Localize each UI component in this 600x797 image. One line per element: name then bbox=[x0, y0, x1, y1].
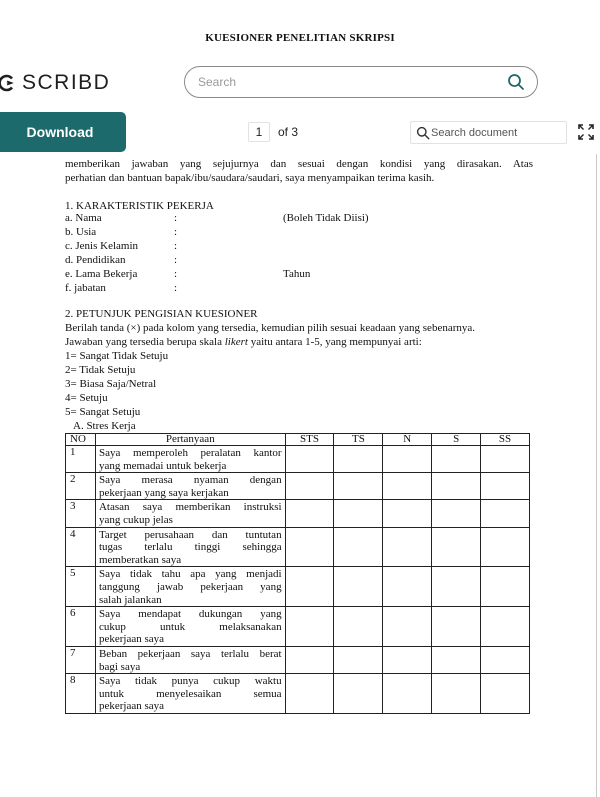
logo-text: SCRIBD bbox=[22, 71, 111, 94]
section-title: 2. PETUNJUK PENGISIAN KUESIONER bbox=[65, 308, 258, 320]
row-number: 1 bbox=[66, 446, 96, 473]
answer-cell-n[interactable] bbox=[383, 527, 432, 567]
header-ts: TS bbox=[334, 434, 383, 446]
answer-cell-sts[interactable] bbox=[285, 674, 334, 714]
header-sts: STS bbox=[285, 434, 334, 446]
answer-cell-sts[interactable] bbox=[285, 527, 334, 567]
row-number: 4 bbox=[66, 527, 96, 567]
field-colon: : bbox=[174, 268, 178, 280]
question-line: yang memadai untuk bekerja bbox=[98, 459, 227, 472]
question-text bbox=[95, 527, 285, 567]
page-total: of 3 bbox=[278, 125, 299, 139]
table-header-row bbox=[66, 434, 530, 446]
answer-cell-s[interactable] bbox=[432, 527, 481, 567]
field-row bbox=[65, 240, 465, 253]
answer-cell-ss[interactable] bbox=[481, 500, 530, 527]
answer-cell-ts[interactable] bbox=[334, 567, 383, 607]
search-icon bbox=[416, 126, 430, 140]
answer-cell-s[interactable] bbox=[432, 674, 481, 714]
intro-line: memberikan jawaban yang sejujurnya dan sesuai dengan kondisi yang dirasakan. Atas bbox=[65, 158, 533, 170]
site-search-box[interactable] bbox=[184, 66, 538, 98]
field-row bbox=[65, 268, 465, 281]
answer-cell-ss[interactable] bbox=[481, 646, 530, 673]
field-label: b. Usia bbox=[65, 226, 97, 238]
answer-cell-ts[interactable] bbox=[334, 500, 383, 527]
table-row bbox=[66, 607, 530, 647]
document-search-input[interactable] bbox=[431, 125, 563, 141]
answer-cell-sts[interactable] bbox=[285, 567, 334, 607]
question-line: tanggung jawab pekerjaan yang bbox=[98, 580, 282, 593]
answer-cell-sts[interactable] bbox=[285, 500, 334, 527]
field-row bbox=[65, 212, 465, 225]
field-note: Tahun bbox=[283, 268, 311, 280]
answer-cell-ts[interactable] bbox=[334, 646, 383, 673]
header-ss: SS bbox=[481, 434, 530, 446]
answer-cell-ss[interactable] bbox=[481, 446, 530, 473]
question-text bbox=[95, 500, 285, 527]
answer-cell-ts[interactable] bbox=[334, 473, 383, 500]
table-row bbox=[66, 473, 530, 500]
header-n: N bbox=[383, 434, 432, 446]
question-line: pekerjaan yang saya kerjakan bbox=[98, 486, 229, 499]
answer-cell-ss[interactable] bbox=[481, 607, 530, 647]
question-line: tugas terlalu tinggi sehingga bbox=[98, 541, 282, 554]
download-button[interactable]: Download bbox=[0, 112, 126, 152]
section-title: 1. KARAKTERISTIK PEKERJA bbox=[65, 200, 214, 212]
answer-cell-ts[interactable] bbox=[334, 527, 383, 567]
answer-cell-s[interactable] bbox=[432, 500, 481, 527]
answer-cell-n[interactable] bbox=[383, 500, 432, 527]
question-line: cukup untuk melaksanakan bbox=[98, 620, 282, 633]
header-question: Pertanyaan bbox=[95, 434, 285, 446]
instruction-line: Berilah tanda (×) pada kolom yang tersedia, kemudian pilih sesuai keadaan yang sebenarnya. bbox=[65, 322, 476, 334]
field-label: a. Nama bbox=[65, 212, 102, 224]
table-row bbox=[66, 446, 530, 473]
header-no: NO bbox=[66, 434, 96, 446]
answer-cell-ts[interactable] bbox=[334, 674, 383, 714]
field-label: e. Lama Bekerja bbox=[65, 268, 138, 280]
question-text bbox=[95, 646, 285, 673]
answer-cell-n[interactable] bbox=[383, 607, 432, 647]
row-number: 8 bbox=[66, 674, 96, 714]
row-number: 7 bbox=[66, 646, 96, 673]
question-line: Target perusahaan dan tuntutan bbox=[98, 528, 282, 541]
answer-cell-sts[interactable] bbox=[285, 607, 334, 647]
page-number-input[interactable] bbox=[248, 122, 270, 142]
answer-cell-n[interactable] bbox=[383, 674, 432, 714]
question-line: pekerjaan saya bbox=[98, 700, 165, 713]
row-number: 5 bbox=[66, 567, 96, 607]
document-search-box[interactable] bbox=[410, 121, 567, 144]
answer-cell-s[interactable] bbox=[432, 473, 481, 500]
question-line: Atasan saya memberikan instruksi bbox=[98, 501, 282, 514]
question-line: Saya memperoleh peralatan kantor bbox=[98, 447, 282, 459]
question-text bbox=[95, 446, 285, 473]
answer-cell-ss[interactable] bbox=[481, 473, 530, 500]
field-label: f. jabatan bbox=[65, 282, 106, 294]
scribd-logo-icon bbox=[0, 73, 16, 93]
table-row bbox=[66, 646, 530, 673]
scale-item: 2= Tidak Setuju bbox=[65, 364, 136, 376]
search-icon[interactable] bbox=[507, 73, 525, 91]
answer-cell-s[interactable] bbox=[432, 567, 481, 607]
question-line: Beban pekerjaan saya terlalu berat bbox=[98, 647, 282, 660]
document-toolbar bbox=[0, 112, 600, 154]
field-colon: : bbox=[174, 282, 178, 294]
table-row bbox=[66, 674, 530, 714]
question-line: yang cukup jelas bbox=[98, 513, 173, 526]
scale-item: 4= Setuju bbox=[65, 392, 108, 404]
answer-cell-n[interactable] bbox=[383, 646, 432, 673]
question-line: Saya tidak punya cukup waktu bbox=[98, 675, 282, 688]
document-page bbox=[0, 154, 600, 797]
answer-cell-n[interactable] bbox=[383, 473, 432, 500]
answer-cell-s[interactable] bbox=[432, 607, 481, 647]
question-line: Saya tidak tahu apa yang menjadi bbox=[98, 568, 282, 581]
field-label: d. Pendidikan bbox=[65, 254, 126, 266]
answer-cell-s[interactable] bbox=[432, 646, 481, 673]
answer-cell-ss[interactable] bbox=[481, 527, 530, 567]
scale-item: 1= Sangat Tidak Setuju bbox=[65, 350, 169, 362]
field-row bbox=[65, 226, 465, 239]
question-line: memberatkan saya bbox=[98, 553, 182, 566]
field-row bbox=[65, 254, 465, 267]
question-line: untuk menyelesaikan semua bbox=[98, 687, 282, 700]
answer-cell-ss[interactable] bbox=[481, 567, 530, 607]
answer-cell-n[interactable] bbox=[383, 567, 432, 607]
question-line: pekerjaan saya bbox=[98, 633, 165, 646]
scale-item: 3= Biasa Saja/Netral bbox=[65, 378, 157, 390]
field-colon: : bbox=[174, 240, 178, 252]
table-row bbox=[66, 500, 530, 527]
question-line: salah jalankan bbox=[98, 593, 162, 606]
page-edge bbox=[596, 154, 597, 797]
answer-cell-ts[interactable] bbox=[334, 607, 383, 647]
instruction-text: Jawaban yang tersedia berupa skala bbox=[65, 336, 225, 348]
instruction-line bbox=[65, 336, 422, 349]
question-line: Saya mendapat dukungan yang bbox=[98, 608, 282, 621]
intro-line: perhatian dan bantuan bapak/ibu/saudara/saudari, saya menyampaikan terima kasih. bbox=[65, 172, 435, 184]
scale-item: 5= Sangat Setuju bbox=[65, 406, 141, 418]
answer-cell-sts[interactable] bbox=[285, 646, 334, 673]
site-search-input[interactable] bbox=[198, 73, 488, 91]
question-text bbox=[95, 567, 285, 607]
instruction-emphasis: likert bbox=[224, 336, 248, 348]
answer-cell-sts[interactable] bbox=[285, 446, 334, 473]
question-line: Saya merasa nyaman dengan bbox=[98, 474, 282, 487]
answer-cell-n[interactable] bbox=[383, 446, 432, 473]
field-note: (Boleh Tidak Diisi) bbox=[283, 212, 369, 224]
answer-cell-ts[interactable] bbox=[334, 446, 383, 473]
header-s: S bbox=[432, 434, 481, 446]
question-line: bagi saya bbox=[98, 660, 141, 673]
table-row bbox=[66, 527, 530, 567]
field-colon: : bbox=[174, 212, 178, 224]
scribd-logo[interactable] bbox=[0, 71, 110, 95]
table-row bbox=[66, 567, 530, 607]
question-text bbox=[95, 473, 285, 500]
field-colon: : bbox=[174, 254, 178, 266]
instruction-text: yaitu antara 1-5, yang mempunyai arti: bbox=[247, 336, 422, 348]
answer-cell-s[interactable] bbox=[432, 446, 481, 473]
fullscreen-icon[interactable] bbox=[578, 124, 594, 140]
answer-cell-sts[interactable] bbox=[285, 473, 334, 500]
questionnaire-table bbox=[65, 433, 530, 714]
question-text bbox=[95, 674, 285, 714]
field-label: c. Jenis Kelamin bbox=[65, 240, 139, 252]
field-row bbox=[65, 282, 465, 295]
field-colon: : bbox=[174, 226, 178, 238]
row-number: 6 bbox=[66, 607, 96, 647]
answer-cell-ss[interactable] bbox=[481, 674, 530, 714]
subsection-title: A. Stres Kerja bbox=[73, 420, 136, 432]
row-number: 3 bbox=[66, 500, 96, 527]
question-text bbox=[95, 607, 285, 647]
row-number: 2 bbox=[66, 473, 96, 500]
document-title: KUESIONER PENELITIAN SKRIPSI bbox=[205, 32, 395, 44]
